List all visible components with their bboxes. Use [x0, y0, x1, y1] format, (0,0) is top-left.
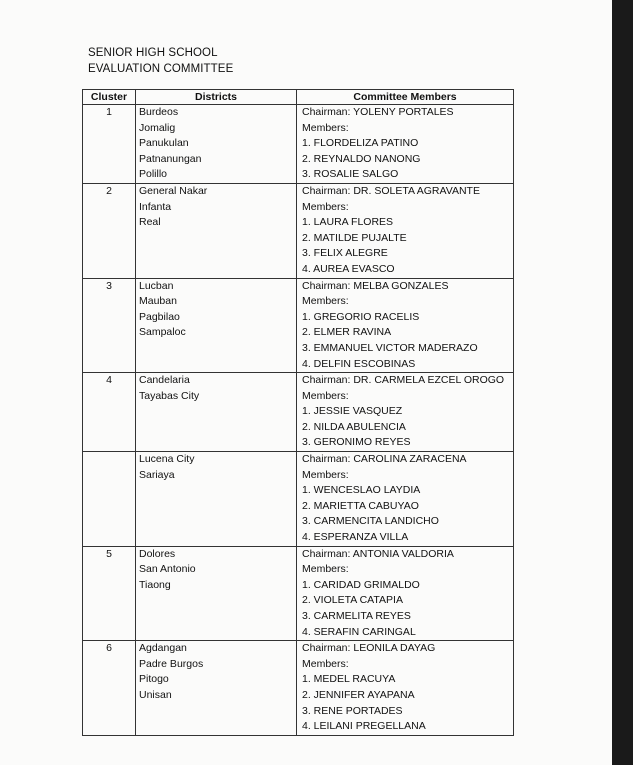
district-name: Tayabas City	[139, 389, 200, 402]
members-label: Members:	[302, 200, 349, 213]
member-name: 4. ESPERANZA VILLA	[302, 531, 409, 544]
district-name: Real	[139, 216, 161, 229]
district-name: Unisan	[139, 688, 172, 701]
table-row	[83, 641, 514, 736]
table-row	[83, 373, 514, 452]
cluster-number: 6	[83, 641, 136, 736]
member-name: 2. JENNIFER AYAPANA	[302, 688, 415, 701]
district-name: Infanta	[139, 200, 172, 213]
districts-cell	[136, 641, 297, 736]
members-label: Members:	[302, 295, 349, 308]
member-name: 1. MEDEL RACUYA	[302, 673, 396, 686]
member-name: 4. DELFIN ESCOBINAS	[302, 357, 416, 370]
member-name: 2. MATILDE PUJALTE	[302, 231, 407, 244]
document-heading	[88, 46, 233, 77]
districts-cell	[136, 373, 297, 452]
member-name: 1. WENCESLAO LAYDIA	[302, 484, 421, 497]
member-name: 2. VIOLETA CATAPIA	[302, 594, 403, 607]
committee-members-cell	[297, 641, 514, 736]
districts-cell	[136, 183, 297, 278]
members-label: Members:	[302, 468, 349, 481]
committee-members-cell	[297, 278, 514, 373]
chairman-line: Chairman: ANTONIA VALDORIA	[302, 547, 454, 560]
district-name: Tiaong	[139, 578, 171, 591]
header-cluster: Cluster	[83, 90, 136, 105]
members-label: Members:	[302, 657, 349, 670]
district-name: Sariaya	[139, 468, 175, 481]
member-name: 3. EMMANUEL VICTOR MADERAZO	[302, 341, 478, 354]
chairman-line: Chairman: DR. SOLETA AGRAVANTE	[302, 184, 480, 197]
member-name: 1. JESSIE VASQUEZ	[302, 405, 403, 418]
district-name: Pitogo	[139, 673, 169, 686]
committee-table	[82, 89, 514, 736]
table-body	[83, 105, 514, 736]
member-name: 3. CARMELITA REYES	[302, 610, 411, 622]
member-name: 2. NILDA ABULENCIA	[302, 420, 406, 433]
chairman-line: Chairman: DR. CARMELA EZCEL OROGO	[302, 374, 505, 387]
members-label: Members:	[302, 121, 349, 134]
district-name: Lucban	[139, 279, 174, 292]
member-name: 1. FLORDELIZA PATINO	[302, 137, 419, 150]
table-row	[83, 452, 514, 547]
member-name: 2. MARIETTA CABUYAO	[302, 499, 419, 512]
table-row	[83, 183, 514, 278]
district-name: General Nakar	[139, 184, 208, 197]
table-row	[83, 546, 514, 641]
district-name: Sampaloc	[139, 326, 186, 339]
cluster-number: 5	[83, 546, 136, 641]
member-name: 1. CARIDAD GRIMALDO	[302, 578, 420, 591]
chairman-line: Chairman: CAROLINA ZARACENA	[302, 453, 467, 466]
chairman-line: Chairman: LEONILA DAYAG	[302, 642, 436, 655]
member-name: 3. FELIX ALEGRE	[302, 247, 388, 260]
members-label: Members:	[302, 389, 349, 402]
district-name: Dolores	[139, 547, 176, 560]
committee-members-cell	[297, 105, 514, 184]
header-committee-members: Committee Members	[297, 90, 514, 105]
table-row	[83, 278, 514, 373]
cluster-number: 3	[83, 278, 136, 373]
member-name: 4. LEILANI PREGELLANA	[302, 720, 426, 733]
committee-members-cell	[297, 373, 514, 452]
district-name: Burdeos	[139, 106, 179, 118]
member-name: 2. REYNALDO NANONG	[302, 152, 421, 165]
chairman-line: Chairman: YOLENY PORTALES	[302, 106, 454, 118]
district-name: Padre Burgos	[139, 657, 204, 670]
table-row	[83, 105, 514, 184]
members-label: Members:	[302, 563, 349, 576]
district-name: Pagbilao	[139, 310, 180, 323]
member-name: 4. AUREA EVASCO	[302, 262, 395, 275]
chairman-line: Chairman: MELBA GONZALES	[302, 279, 449, 292]
cluster-number: 4	[83, 373, 136, 452]
district-name: Candelaria	[139, 374, 190, 387]
district-name: Agdangan	[139, 642, 187, 655]
districts-cell	[136, 278, 297, 373]
district-name: Mauban	[139, 295, 177, 308]
committee-members-cell	[297, 546, 514, 641]
committee-members-cell	[297, 452, 514, 547]
member-name: 1. GREGORIO RACELIS	[302, 310, 420, 323]
member-name: 3. RENE PORTADES	[302, 704, 403, 717]
districts-cell	[136, 452, 297, 547]
member-name: 3. GERONIMO REYES	[302, 436, 411, 449]
district-name: Jomalig	[139, 121, 176, 134]
district-name: Polillo	[139, 168, 168, 181]
member-name: 4. SERAFIN CARINGAL	[302, 625, 416, 638]
district-name: Lucena City	[139, 453, 195, 466]
district-name: Panukulan	[139, 137, 189, 150]
heading-line-1: SENIOR HIGH SCHOOL	[88, 47, 218, 59]
district-name: Patnanungan	[139, 152, 202, 165]
member-name: 1. LAURA FLORES	[302, 216, 394, 229]
heading-line-2: EVALUATION COMMITTEE	[88, 62, 234, 75]
table-header-row	[83, 90, 514, 105]
member-name: 3. CARMENCITA LANDICHO	[302, 515, 439, 528]
district-name: San Antonio	[139, 563, 196, 576]
member-name: 3. ROSALIE SALGO	[302, 168, 399, 181]
committee-members-cell	[297, 183, 514, 278]
districts-cell	[136, 546, 297, 641]
cluster-number: 2	[83, 183, 136, 278]
cluster-number: 1	[83, 105, 136, 184]
cluster-number	[83, 452, 136, 547]
districts-cell	[136, 105, 297, 184]
header-districts: Districts	[136, 90, 297, 105]
member-name: 2. ELMER RAVINA	[302, 326, 392, 339]
